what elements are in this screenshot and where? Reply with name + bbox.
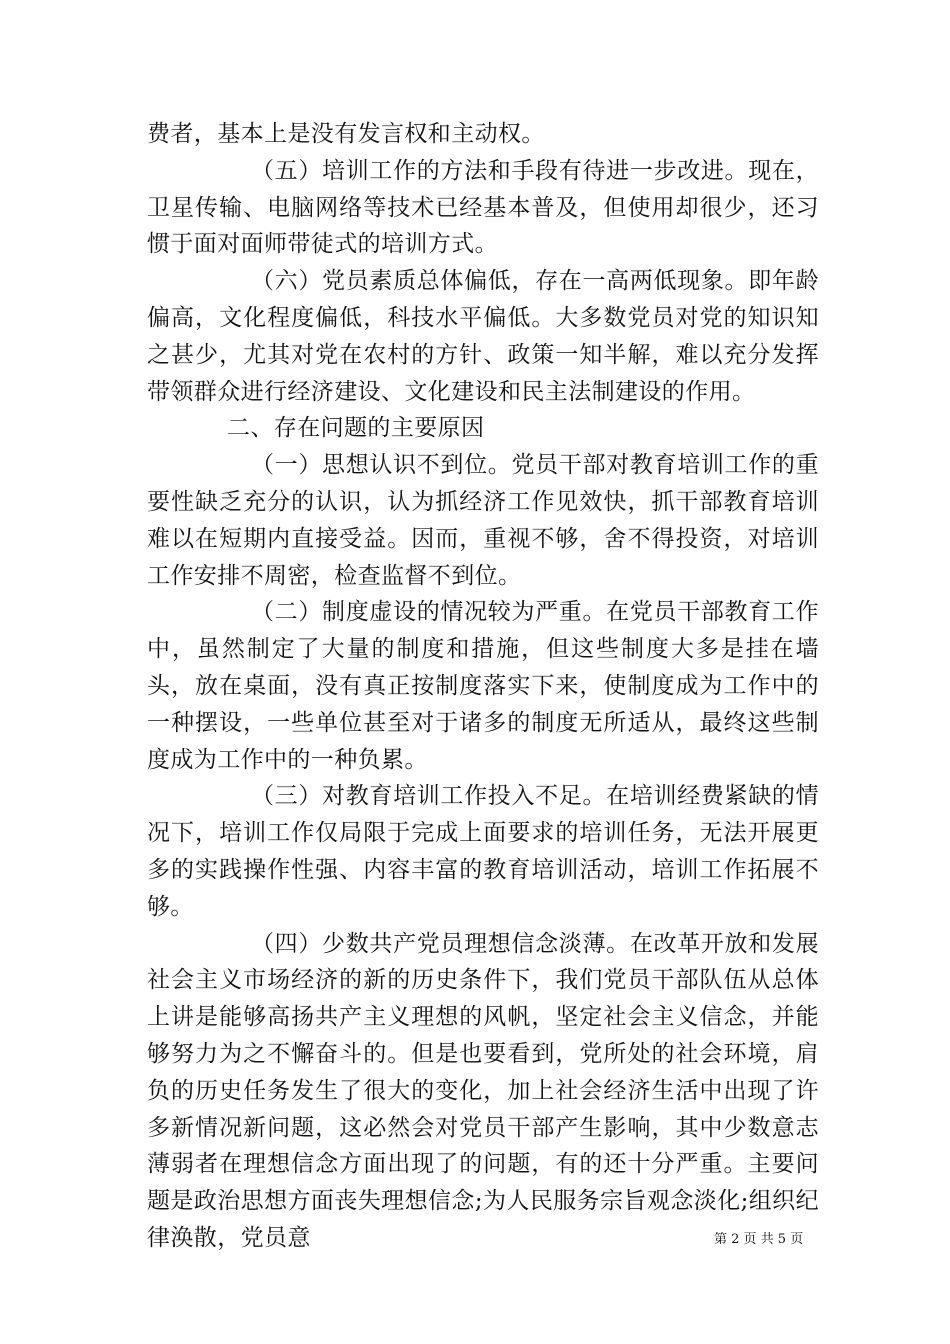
section-heading: 二、存在问题的主要原因: [227, 415, 485, 442]
paragraph-item-5: （五）培训工作的方法和手段有待进一步改进。现在，卫星传输、电脑网络等技术已经基本普及，但使用却很少，还习惯于面对面师带徒式的培训方式。: [147, 157, 819, 258]
page-number-footer: 第 2 页 共 5 页: [714, 1232, 804, 1247]
document-body: [147, 116, 819, 1257]
paragraph-reason-4: （四）少数共产党员理想信念淡薄。在改革开放和发展社会主义市场经济的新的历史条件下，我们党员干部队伍从总体上讲是能够高扬共产主义理想的风帆，坚定社会主义信念，并能够努力为之不懈奋斗的。但是也要看到，党所处的社会环境，肩负的历史任务发生了很大的变化，加上社会经济生活中出现了许多新情况新问题，这必然会对党员干部产生影响，其中少数意志薄弱者在理想信念方面出现了的问题，有的还十分严重。主要问题是政治思想方面丧失理想信念;为人民服务宗旨观念淡化;组织纪律涣散，党员意: [147, 930, 819, 1251]
paragraph-item-6: （六）党员素质总体偏低，存在一高两低现象。即年龄偏高，文化程度偏低，科技水平偏低。大多数党员对党的知识知之甚少，尤其对党在农村的方针、政策一知半解，难以充分发挥带领群众进行经济建设、文化建设和民主法制建设的作用。: [147, 268, 819, 405]
paragraph-reason-1: （一）思想认识不到位。党员干部对教育培训工作的重要性缺乏充分的认识，认为抓经济工作见效快，抓干部教育培训难以在短期内直接受益。因而，重视不够，舍不得投资，对培训工作安排不周密，检查监督不到位。: [147, 452, 819, 589]
paragraph-continuation: 费者，基本上是没有发言权和主动权。: [147, 121, 545, 147]
paragraph-reason-2: （二）制度虚设的情况较为严重。在党员干部教育工作中，虽然制定了大量的制度和措施，但这些制度大多是挂在墙头，放在桌面，没有真正按制度落实下来，使制度成为工作中的一种摆设，一些单位甚至对于诸多的制度无所适从，最终这些制度成为工作中的一种负累。: [147, 599, 819, 773]
paragraph-reason-3: （三）对教育培训工作投入不足。在培训经费紧缺的情况下，培训工作仅局限于完成上面要求的培训任务，无法开展更多的实践操作性强、内容丰富的教育培训活动，培训工作拓展不够。: [147, 783, 819, 920]
